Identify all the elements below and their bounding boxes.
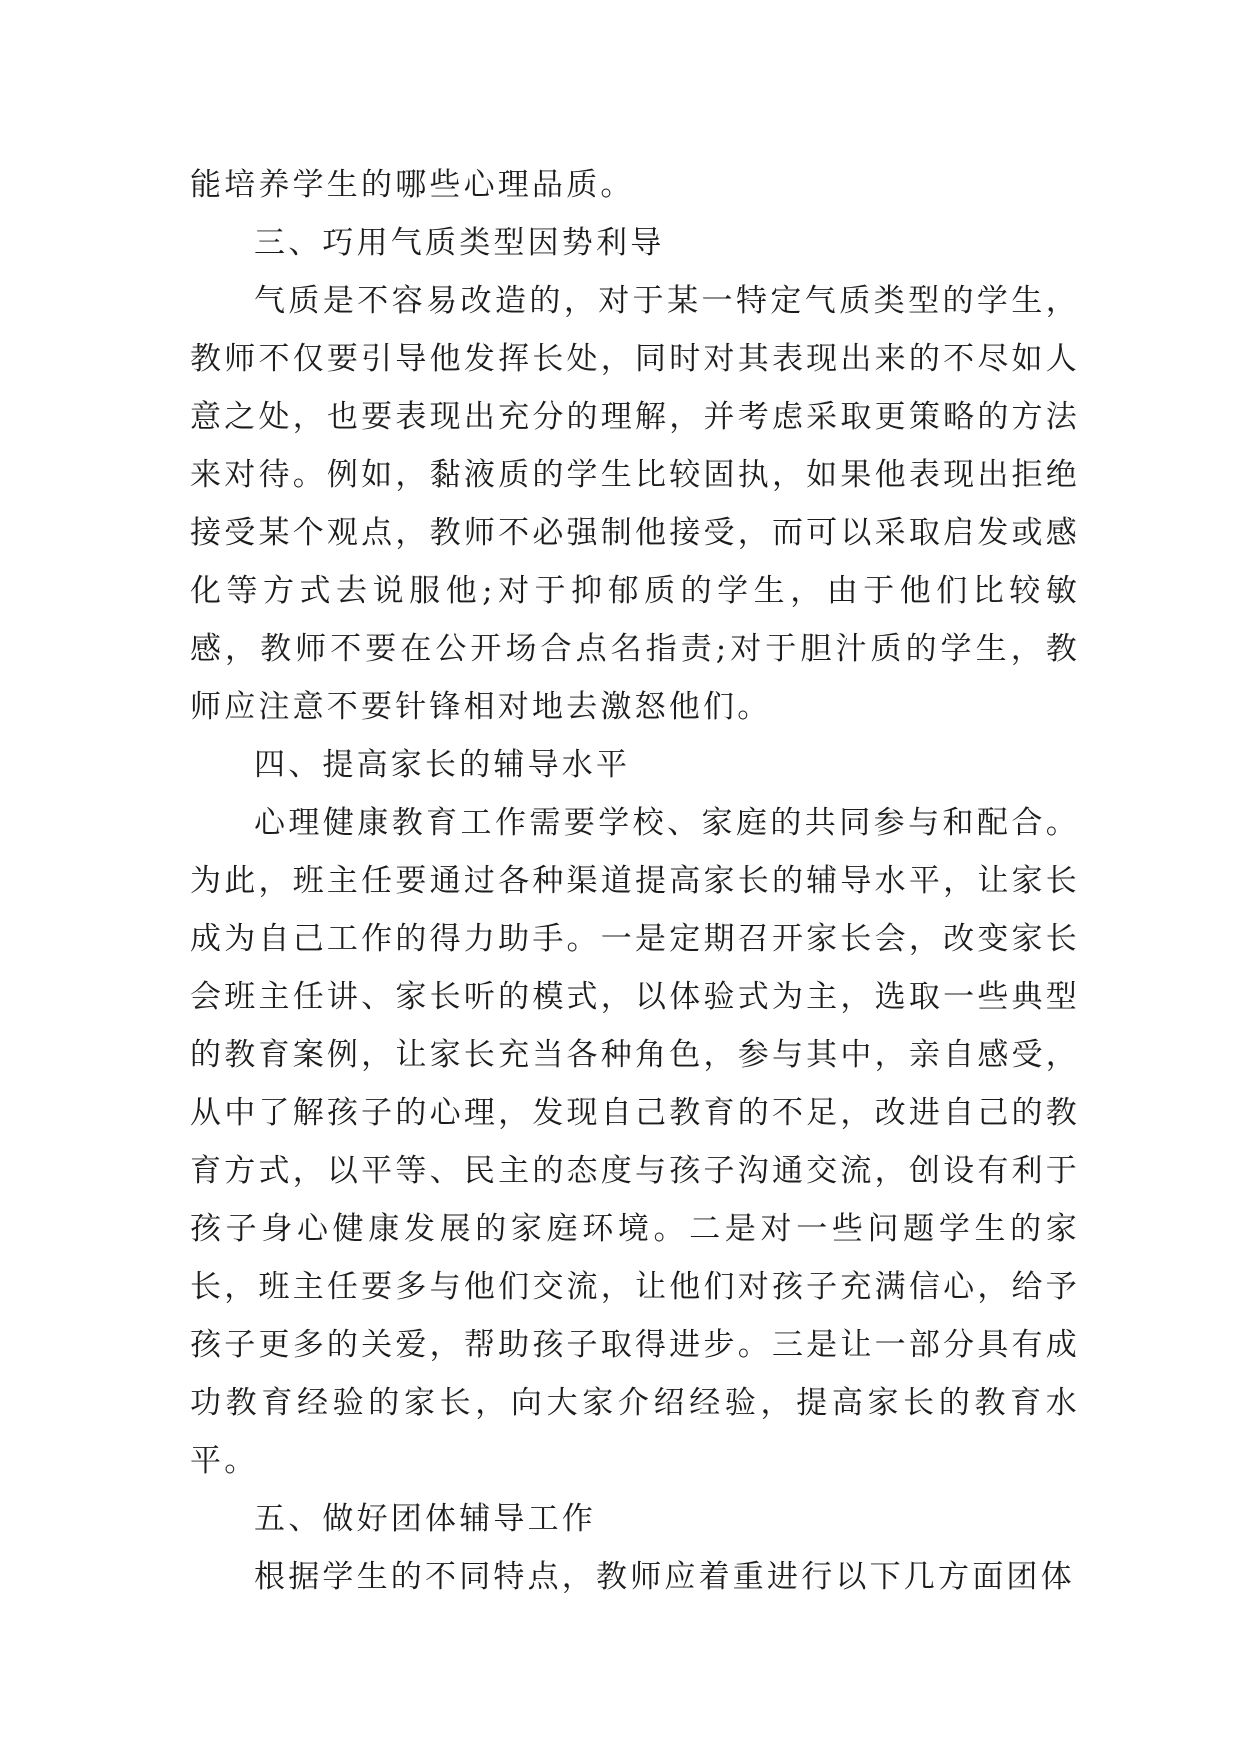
paragraph-parents: 心理健康教育工作需要学校、家庭的共同参与和配合。为此，班主任要通过各种渠道提高家长的辅导水平，让家长成为自己工作的得力助手。一是定期召开家长会，改变家长会班主任讲、家长听的模式，以体验式为主，选取一些典型的教育案例，让家长充当各种角色，参与其中，亲自感受，从中了解孩子的心理，发现自己教育的不足，改进自己的教育方式，以平等、民主的态度与孩子沟通交流，创设有利于孩子身心健康发展的家庭环境。二是对一些问题学生的家长，班主任要多与他们交流，让他们对孩子充满信心，给予孩子更多的关爱，帮助孩子取得进步。三是让一部分具有成功教育经验的家长，向大家介绍经验，提高家长的教育水平。 bbox=[190, 805, 1080, 1479]
section-heading-5: 五、做好团体辅导工作 bbox=[254, 1501, 596, 1537]
paragraph-temperament: 气质是不容易改造的，对于某一特定气质类型的学生，教师不仅要引导他发挥长处，同时对其表现出来的不尽如人意之处，也要表现出充分的理解，并考虑采取更策略的方法来对待。例如，黏液质的学生比较固执，如果他表现出拒绝接受某个观点，教师不必强制他接受，而可以采取启发或感化等方式去说服他;对于抑郁质的学生，由于他们比较敏感，教师不要在公开场合点名指责;对于胆汁质的学生，教师应注意不要针锋相对地去激怒他们。 bbox=[190, 283, 1080, 725]
paragraph-continued: 能培养学生的哪些心理品质。 bbox=[190, 167, 635, 203]
section-heading-4: 四、提高家长的辅导水平 bbox=[254, 747, 631, 783]
section-heading-3: 三、巧用气质类型因势利导 bbox=[254, 225, 665, 261]
document-body bbox=[190, 156, 1080, 1606]
paragraph-group-guidance: 根据学生的不同特点，教师应着重进行以下几方面团体 bbox=[254, 1559, 1075, 1595]
